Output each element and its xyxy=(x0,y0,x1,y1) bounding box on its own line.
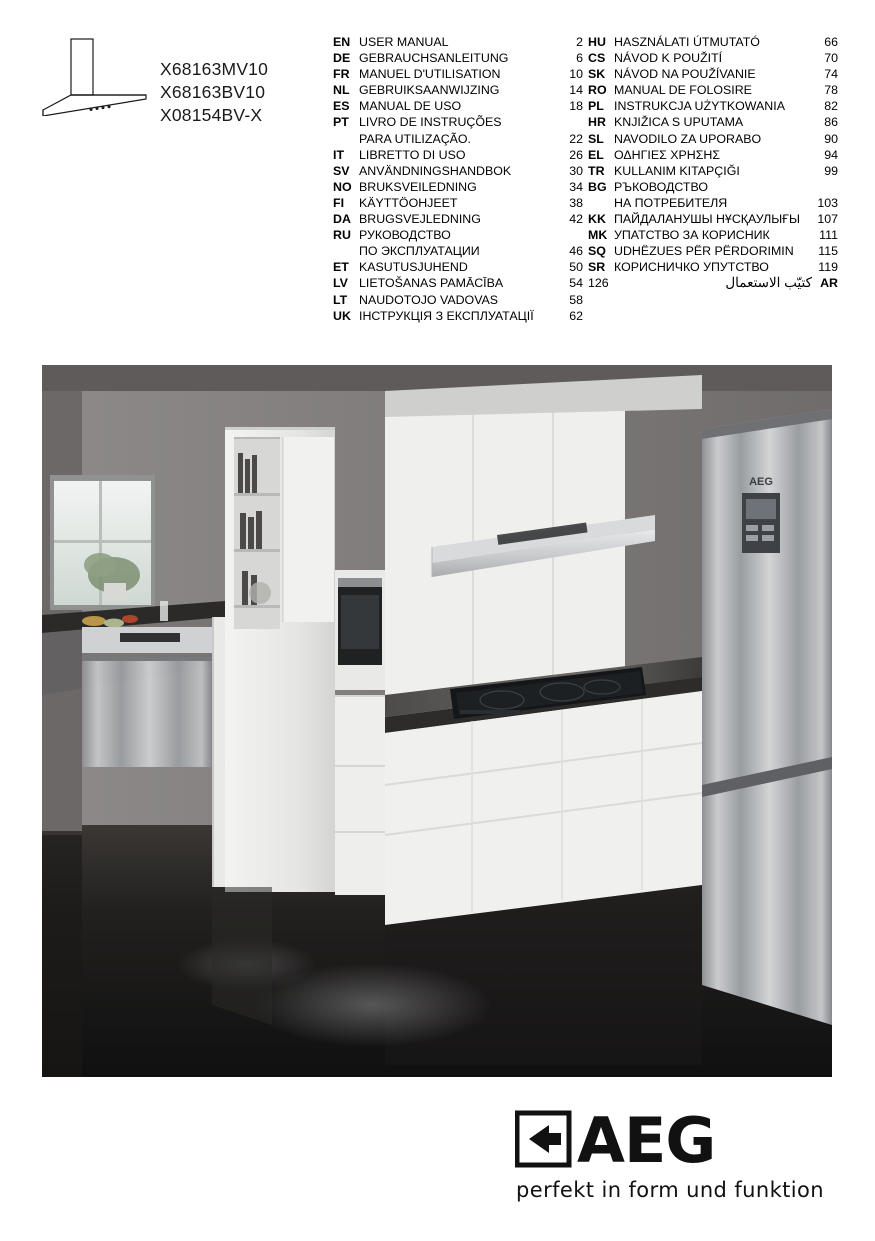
toc-title: NAVODILO ZA UPORABO xyxy=(614,131,762,146)
toc-title: РУКОВОДСТВО xyxy=(359,228,451,243)
toc-language-code: HU xyxy=(588,35,606,49)
toc-page-number: 42 xyxy=(569,212,583,227)
toc-title: УПАТСТВО ЗА КОРИСНИК xyxy=(614,228,770,243)
toc-language-code: CS xyxy=(588,51,606,66)
toc-entry xyxy=(333,66,583,82)
toc-entry xyxy=(333,211,583,227)
toc-title: KULLANIM KITAPÇIĞI xyxy=(614,163,740,178)
cover-photo xyxy=(42,365,832,1077)
toc-title: ΟΔΗΓΙΕΣ ΧΡΗΣΗΣ xyxy=(614,147,720,162)
toc-entry-arabic xyxy=(588,275,838,291)
brand-tagline: perfekt in form und funktion xyxy=(516,1178,824,1202)
toc-column-left xyxy=(333,34,583,324)
toc-entry xyxy=(588,98,838,114)
toc-entry xyxy=(333,195,583,211)
toc-language-code: BG xyxy=(588,179,607,194)
toc-entry-continuation xyxy=(333,243,583,259)
toc-page-number: 115 xyxy=(818,244,838,259)
toc-entry xyxy=(588,211,838,227)
toc-entry xyxy=(333,227,583,243)
toc-entry xyxy=(333,50,583,66)
toc-page-number: 34 xyxy=(569,179,583,194)
toc-title: MANUAL DE USO xyxy=(359,99,462,114)
toc-entry xyxy=(588,66,838,82)
toc-title: NAUDOTOJO VADOVAS xyxy=(359,292,499,307)
toc-entry xyxy=(588,147,838,163)
aeg-logo-icon xyxy=(515,1110,825,1168)
toc-title: BRUKSVEILEDNING xyxy=(359,179,477,194)
brand-logo-block xyxy=(515,1110,835,1220)
toc-page-number: 126 xyxy=(588,276,609,291)
kitchen-scene-illustration xyxy=(42,365,832,1077)
toc-entry xyxy=(588,179,838,195)
toc-language-code: DA xyxy=(333,212,351,227)
toc-entry-continuation xyxy=(588,195,838,211)
toc-language-code: UK xyxy=(333,308,351,323)
toc-language-code: MK xyxy=(588,228,608,243)
toc-title: GEBRUIKSAANWIJZING xyxy=(359,83,500,98)
toc-title: MANUAL DE FOLOSIRE xyxy=(614,83,752,98)
toc-page-number: 103 xyxy=(817,195,838,210)
toc-title: BRUGSVEJLEDNING xyxy=(359,212,481,227)
toc-language-code: SK xyxy=(588,67,606,82)
toc-title: РЪКОВОДСТВО xyxy=(614,179,708,194)
toc-language-code: RU xyxy=(333,228,351,243)
toc-page-number: 66 xyxy=(824,35,838,49)
toc-page-number: 26 xyxy=(569,147,583,162)
toc-title: PARA UTILIZAÇÃO. xyxy=(359,131,471,146)
toc-page-number: 38 xyxy=(569,195,583,210)
toc-entry xyxy=(333,34,583,50)
toc-language-code: DE xyxy=(333,51,351,66)
toc-language-code: LV xyxy=(333,276,348,291)
toc-language-code: TR xyxy=(588,163,605,178)
toc-entry xyxy=(333,98,583,114)
toc-page-number: 18 xyxy=(569,99,583,114)
toc-language-code: IT xyxy=(333,147,345,162)
toc-title: ПАЙДАЛАНУШЫ НҰСҚАУЛЫҒЫ xyxy=(614,212,800,227)
toc-language-code: ET xyxy=(333,260,349,275)
toc-language-code: FI xyxy=(333,195,345,210)
toc-page-number: 119 xyxy=(818,260,838,275)
model-number: X68163MV10 xyxy=(160,59,269,79)
toc-page-number: 99 xyxy=(824,163,838,178)
fridge-brand-badge: AEG xyxy=(749,476,773,488)
toc-language-code: HR xyxy=(588,115,606,130)
toc-entry xyxy=(333,275,583,291)
toc-entry xyxy=(333,147,583,163)
toc-entry-continuation xyxy=(333,131,583,147)
toc-title: GEBRAUCHSANLEITUNG xyxy=(359,51,509,66)
toc-title: INSTRUKCJA UŻYTKOWANIA xyxy=(614,99,785,114)
toc-entry xyxy=(333,292,583,308)
toc-entry xyxy=(588,131,838,147)
toc-page-number: 30 xyxy=(569,163,583,178)
toc-page-number: 86 xyxy=(824,115,838,130)
toc-entry xyxy=(588,259,838,275)
model-number: X08154BV-X xyxy=(160,105,263,125)
toc-title: ANVÄNDNINGSHANDBOK xyxy=(359,163,512,178)
toc-entry xyxy=(333,114,583,130)
toc-entry xyxy=(588,163,838,179)
toc-language-code: FR xyxy=(333,67,350,82)
toc-page-number: 70 xyxy=(824,51,838,66)
toc-entry xyxy=(588,50,838,66)
toc-language-code: SR xyxy=(588,260,606,275)
toc-page-number: 46 xyxy=(569,244,583,259)
toc-title: НА ПОТРЕБИТЕЛЯ xyxy=(614,195,728,210)
toc-title: КОРИСНИЧКО УПУТСТВО xyxy=(614,260,769,275)
toc-language-code: NL xyxy=(333,83,350,98)
toc-title: HASZNÁLATI ÚTMUTATÓ xyxy=(614,35,760,49)
toc-language-code: PT xyxy=(333,115,349,130)
toc-language-code: RO xyxy=(588,83,607,98)
toc-title: MANUEL D'UTILISATION xyxy=(359,67,501,82)
cooker-hood-line-drawing xyxy=(42,38,147,116)
svg-text:AEG: AEG xyxy=(577,1110,716,1168)
toc-title: KASUTUSJUHEND xyxy=(359,260,468,275)
toc-language-code: SQ xyxy=(588,244,606,259)
toc-title: UDHËZUES PËR PËRDORIMIN xyxy=(614,244,794,259)
toc-entry xyxy=(588,227,838,243)
toc-title: كتيّب الاستعمال xyxy=(725,275,812,291)
toc-page-number: 82 xyxy=(824,99,838,114)
toc-page-number: 58 xyxy=(569,292,583,307)
toc-language-code: AR xyxy=(820,276,838,291)
toc-language-code: EL xyxy=(588,147,604,162)
toc-page-number: 94 xyxy=(824,147,838,162)
toc-page-number: 78 xyxy=(824,83,838,98)
toc-entry xyxy=(588,243,838,259)
toc-language-code: ES xyxy=(333,99,350,114)
toc-title: KÄYTTÖOHJEET xyxy=(359,195,458,210)
toc-column-right xyxy=(588,34,838,292)
toc-entry xyxy=(333,308,583,324)
toc-entry xyxy=(588,82,838,98)
toc-page-number: 74 xyxy=(824,67,838,82)
toc-page-number: 14 xyxy=(569,83,583,98)
toc-page-number: 90 xyxy=(824,131,838,146)
toc-entry xyxy=(333,259,583,275)
model-number-list xyxy=(160,58,310,127)
toc-page-number: 22 xyxy=(569,131,583,146)
toc-title: NÁVOD NA POUŽÍVANIE xyxy=(614,67,756,82)
toc-entry xyxy=(333,179,583,195)
toc-entry xyxy=(588,114,838,130)
toc-language-code: KK xyxy=(588,212,606,227)
toc-language-code: EN xyxy=(333,35,351,49)
toc-title: ІНСТРУКЦІЯ З ЕКСПЛУАТАЦІЇ xyxy=(359,308,534,323)
toc-page-number: 54 xyxy=(569,276,583,291)
cover-header xyxy=(0,0,875,340)
toc-page-number: 107 xyxy=(817,212,838,227)
model-number: X68163BV10 xyxy=(160,82,266,102)
toc-title: LIBRETTO DI USO xyxy=(359,147,466,162)
toc-language-code: SL xyxy=(588,131,604,146)
toc-title: LIVRO DE INSTRUÇÕES xyxy=(359,115,502,130)
toc-title: KNJIŽICA S UPUTAMA xyxy=(614,115,744,130)
toc-page-number: 10 xyxy=(569,67,583,82)
toc-language-code: LT xyxy=(333,292,348,307)
toc-title: LIETOŠANAS PAMĀCĪBA xyxy=(359,276,504,291)
toc-title: ПО ЭКСПЛУАТАЦИИ xyxy=(359,244,480,259)
toc-page-number: 50 xyxy=(569,260,583,275)
toc-entry xyxy=(333,163,583,179)
toc-language-code: NO xyxy=(333,179,352,194)
toc-entry xyxy=(333,82,583,98)
toc-title: USER MANUAL xyxy=(359,35,449,49)
toc-page-number: 62 xyxy=(569,308,583,323)
toc-entry xyxy=(588,34,838,50)
toc-page-number: 111 xyxy=(819,228,838,243)
toc-page-number: 6 xyxy=(576,51,583,66)
toc-language-code: SV xyxy=(333,163,350,178)
toc-language-code: PL xyxy=(588,99,604,114)
toc-title: NÁVOD K POUŽITÍ xyxy=(614,51,723,66)
toc-page-number: 2 xyxy=(576,35,583,49)
